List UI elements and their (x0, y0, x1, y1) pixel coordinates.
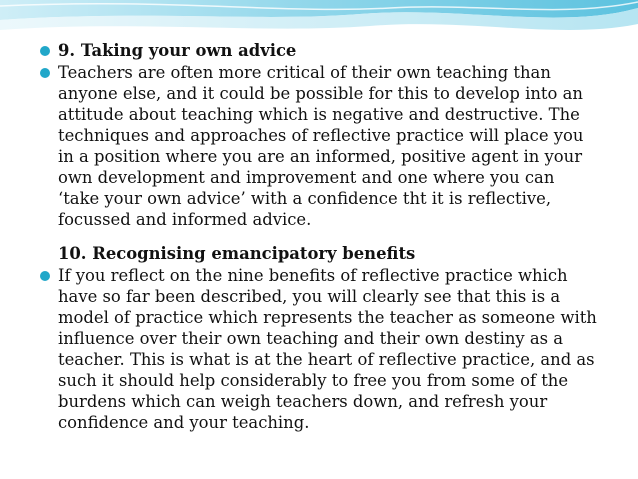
section-heading-10 (40, 243, 600, 264)
heading-text: 10. Recognising emancipatory benefits (58, 244, 416, 263)
bullet-icon (40, 46, 50, 56)
slide-content (40, 40, 600, 433)
body-paragraph-9 (40, 62, 600, 230)
body-paragraph-10 (40, 265, 600, 433)
bullet-icon (40, 271, 50, 281)
section-heading-9 (40, 40, 600, 61)
heading-text: 9. Taking your own advice (58, 41, 297, 60)
paragraph-text: Teachers are often more critical of their own teaching than anyone else, and it could be possible for this to develop into an attitude about teaching which is negative and destructive. The techniques and approaches of reflective practice will place you in a position where you are an informed, positive agent in your own development and improvement and one where you can ‘take your own advice’ with a confidence tht it is reflective, focussed and informed advice. (58, 63, 584, 229)
paragraph-text: If you reflect on the nine benefits of reflective practice which have so far been described, you will clearly see that this is a model of practice which represents the teacher as someone with influence over their own teaching and their own destiny as a teacher. This is what is at the heart of reflective practice, and as such it should help considerably to free you from some of the burdens which can weigh teachers down, and refresh your confidence and your teaching. (58, 266, 597, 432)
bullet-icon (40, 68, 50, 78)
